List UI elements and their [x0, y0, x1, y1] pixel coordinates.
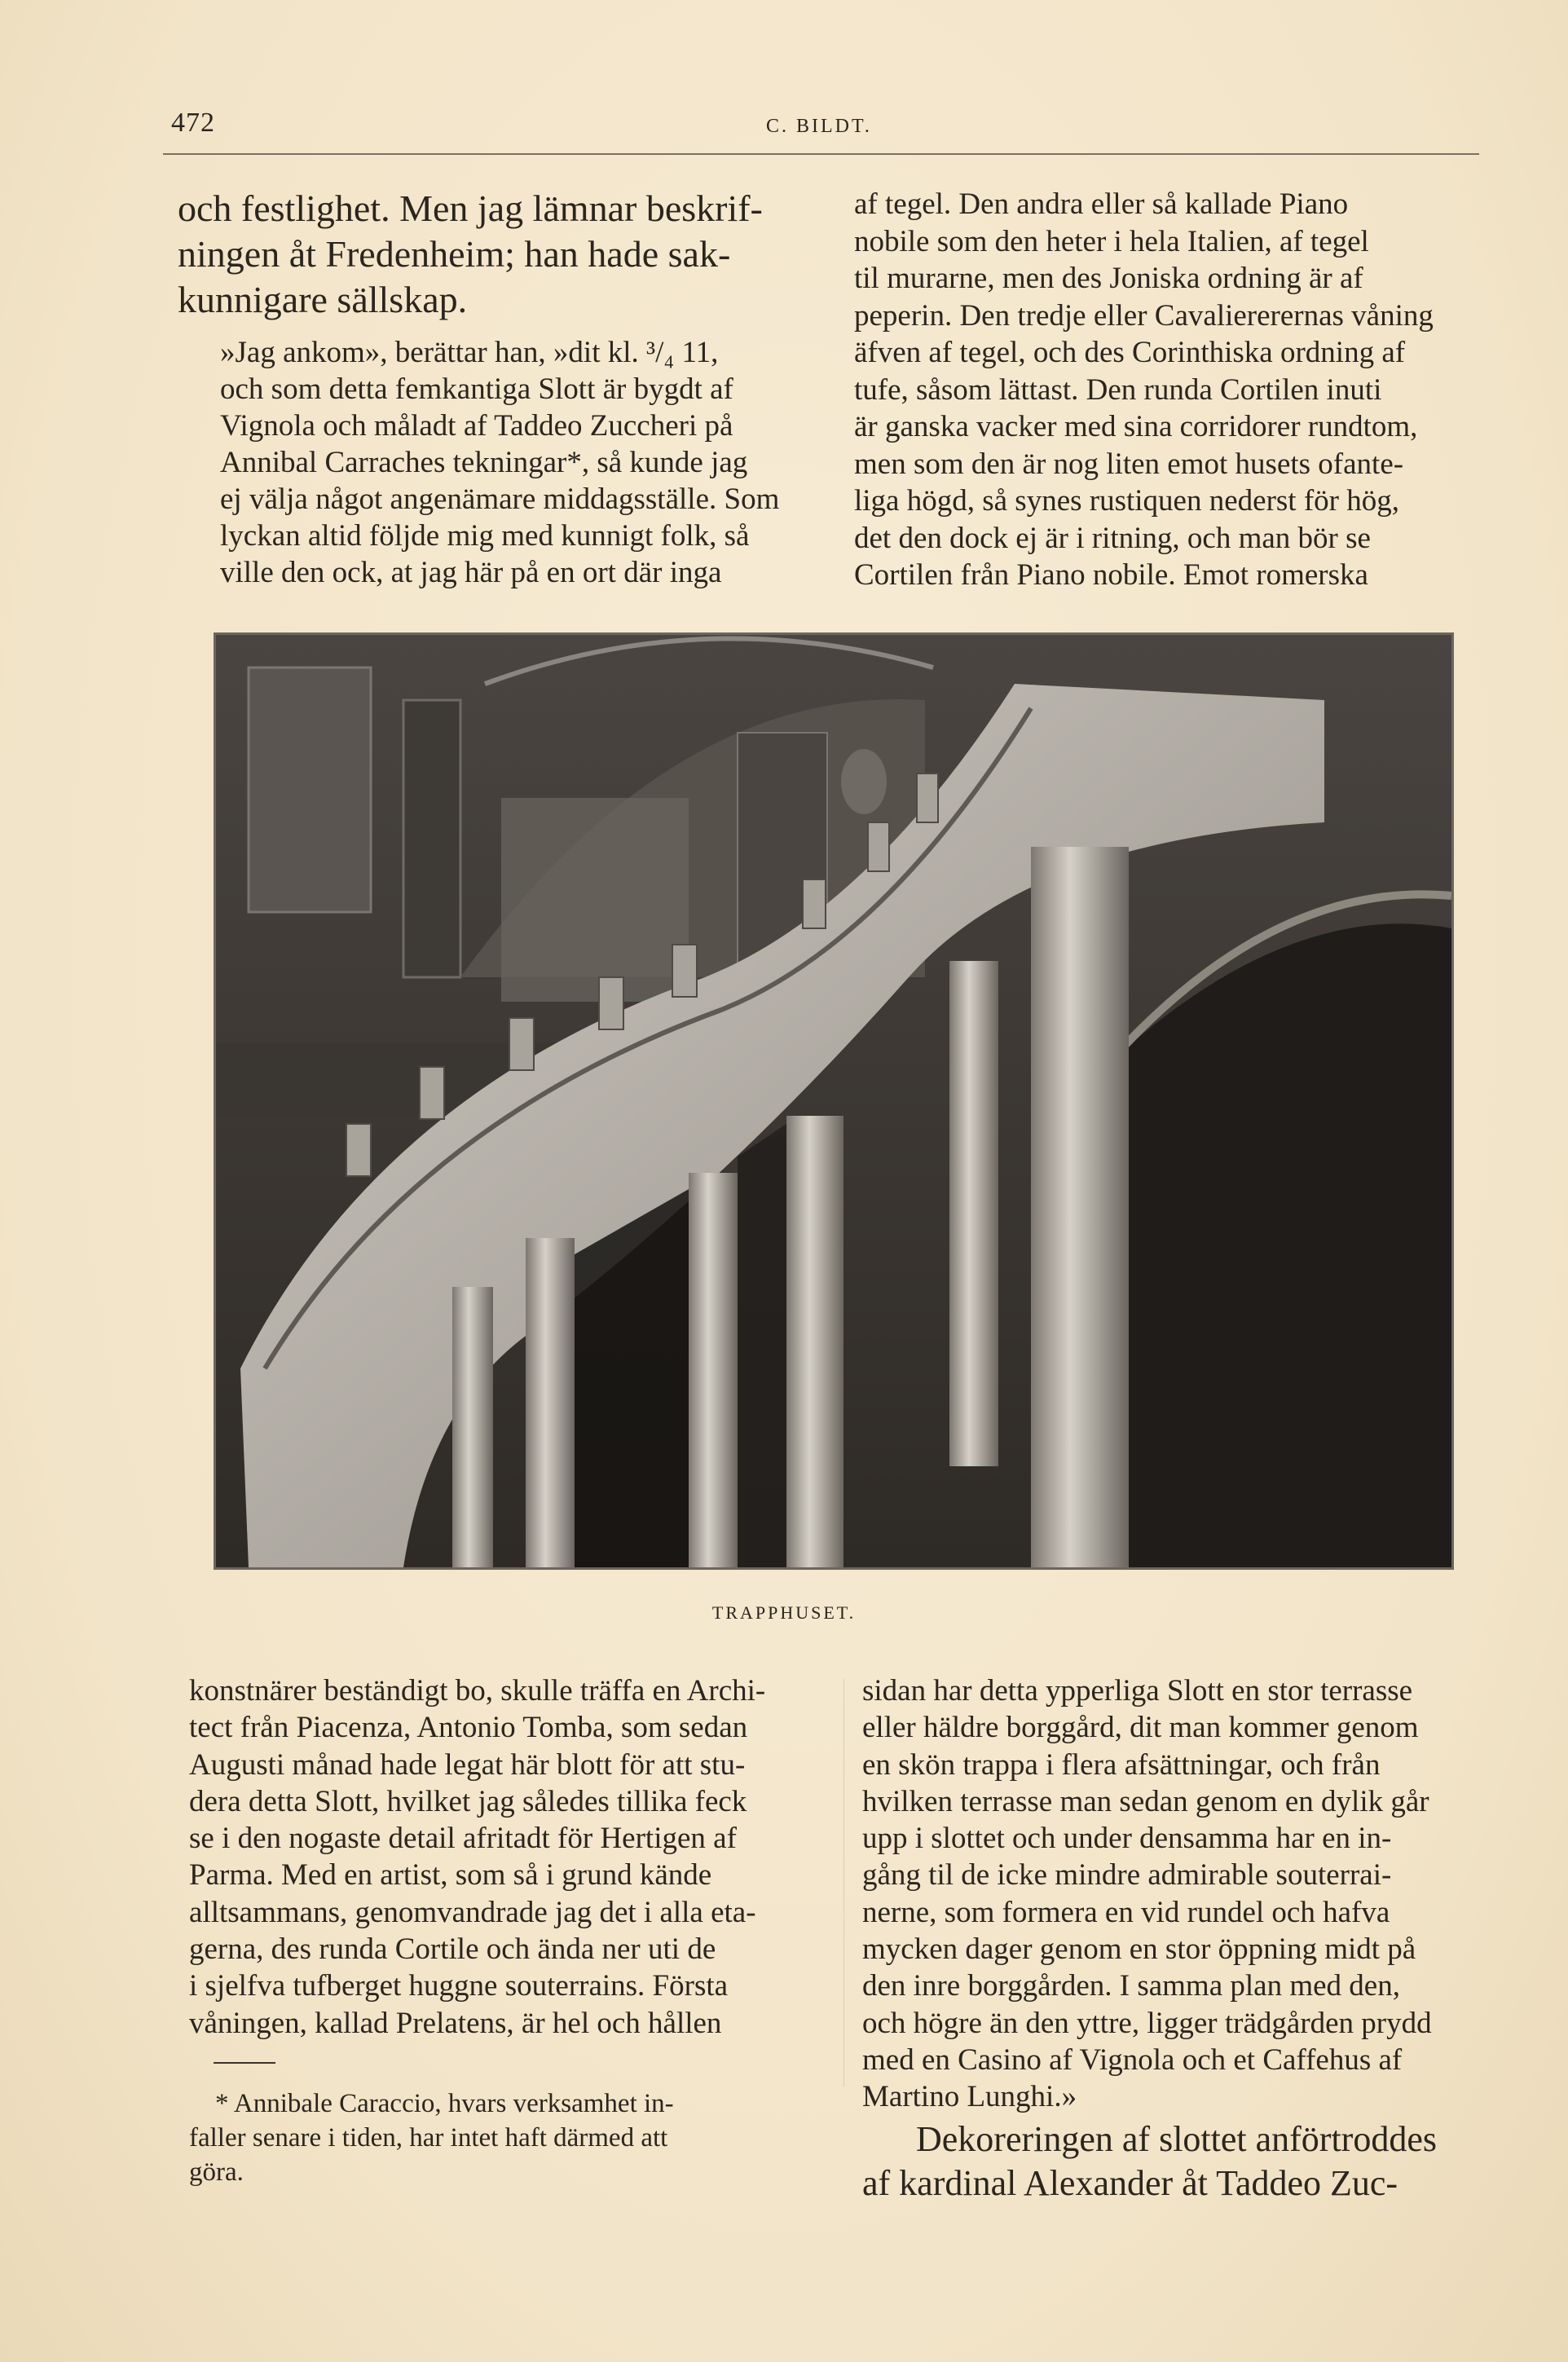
text-line: nobile som den heter i hela Italien, af tegel [854, 224, 1369, 258]
text-line: är ganska vacker med sina corridorer rundtom, [854, 410, 1418, 443]
text-line: äfven af tegel, och des Corinthiska ordning af [854, 336, 1406, 369]
text-line: mycken dager genom en stor öppning midt på [862, 1932, 1416, 1967]
text-line: och högre än den yttre, ligger trädgården prydd [862, 2006, 1432, 2040]
paragraph-decoration [862, 2117, 1490, 2206]
text-line: Augusti månad hade legat här blott för att stu- [189, 1747, 746, 1782]
text-line: ningen åt Fredenheim; han hade sak- [178, 233, 731, 275]
text-line: liga högd, så synes rustiquen nederst för hög, [854, 484, 1399, 518]
text-line: Martino Lunghi.» [862, 2080, 1077, 2114]
text-line: med en Casino af Vignola och et Caffehus af [862, 2043, 1403, 2077]
figure-caption: TRAPPHUSET. [711, 1602, 857, 1623]
text-line: nerne, som formera en vid rundel och hafva [862, 1895, 1390, 1929]
staircase-illustration [216, 635, 1451, 1567]
paragraph-intro [178, 186, 821, 323]
text-line: och festlighet. Men jag lämnar beskrif- [178, 187, 763, 229]
bottom-right-column [862, 1672, 1490, 2206]
page-number: 472 [171, 108, 215, 138]
bottom-left-column [189, 1672, 817, 2042]
text-line: Vignola och måladt af Taddeo Zuccheri på [220, 409, 733, 443]
text-line: konstnärer beständigt bo, skulle träffa en Archi- [189, 1674, 766, 1708]
text-line: Cortilen från Piano nobile. Emot romerska [854, 558, 1368, 592]
text-line: en skön trappa i flera afsättningar, och från [862, 1747, 1381, 1782]
footnote [189, 2087, 817, 2189]
text-line: alltsammans, genomvandrade jag det i alla eta- [189, 1895, 756, 1929]
paragraph-quote [178, 334, 821, 591]
text-line: lyckan altid följde mig med kunnigt folk, så [220, 519, 750, 553]
text-line: våningen, kallad Prelatens, är hel och hållen [189, 2006, 722, 2040]
text-line: i sjelfva tufberget huggne souterrains. Första [189, 1969, 729, 2003]
text-line: tect från Piacenza, Antonio Tomba, som sedan [189, 1711, 748, 1745]
text-line: Annibal Carraches tekningar*, så kunde jag [220, 446, 748, 479]
text-line: til murarne, men des Joniska ordning är af [854, 262, 1363, 295]
paragraph-main [189, 1672, 817, 2042]
text-line: upp i slottet och under densamma har en in- [862, 1822, 1392, 1856]
text-line: hvilken terrasse man sedan genom en dylik går [862, 1784, 1429, 1818]
footnote-line: göra. [189, 2157, 244, 2187]
footnote-line: faller senare i tiden, har intet haft därmed att [189, 2123, 668, 2153]
text-line: af tegel. Den andra eller så kallade Piano [854, 187, 1349, 221]
page-header [171, 108, 1475, 148]
text-line: sidan har detta ypperliga Slott en stor terrasse [862, 1674, 1413, 1708]
paragraph-continued [854, 186, 1482, 594]
footnote-line: * Annibale Caraccio, hvars verksamhet in- [215, 2089, 674, 2118]
running-head: C. BILDT. [766, 116, 872, 137]
text-line: ej välja något angenämare middagsställe. Som [220, 483, 780, 516]
text-line: »Jag ankom», berättar han, »dit kl. ³/₄ 11, [220, 336, 719, 369]
text-line: dera detta Slott, hvilket jag således tillika feck [189, 1784, 747, 1818]
text-line: och som detta femkantiga Slott är bygdt af [220, 372, 733, 406]
top-left-column [178, 186, 821, 591]
text-line: det den dock ej är i ritning, och man bör se [854, 521, 1371, 555]
text-line: den inre borggården. I samma plan med den, [862, 1969, 1400, 2003]
staircase-photograph [214, 632, 1454, 1570]
text-line: ville den ock, at jag här på en ort där inga [220, 556, 722, 589]
text-line: se i den nogaste detail afritadt för Hertigen af [189, 1822, 737, 1856]
text-line: gång til de icke mindre admirable souterrai- [862, 1858, 1392, 1893]
column-divider [843, 1679, 844, 2087]
paragraph-quote-end [862, 1672, 1490, 2116]
text-line: gerna, des runda Cortile och ända ner uti de [189, 1932, 716, 1967]
footnote-rule [214, 2062, 275, 2064]
text-line: peperin. Den tredje eller Cavaliererernas våning [854, 298, 1434, 333]
text-line: af kardinal Alexander åt Taddeo Zuc- [862, 2162, 1398, 2203]
text-line: kunnigare sällskap. [178, 279, 468, 320]
text-line: Dekoreringen af slottet anförtroddes [916, 2118, 1437, 2159]
text-line: eller häldre borggård, dit man kommer genom [862, 1711, 1419, 1745]
text-line: men som den är nog liten emot husets ofante- [854, 447, 1404, 481]
text-line: tufe, såsom lättast. Den runda Cortilen inuti [854, 372, 1382, 407]
top-right-column [854, 186, 1482, 594]
text-line: Parma. Med en artist, som så i grund kände [189, 1858, 712, 1893]
header-rule [163, 153, 1479, 155]
